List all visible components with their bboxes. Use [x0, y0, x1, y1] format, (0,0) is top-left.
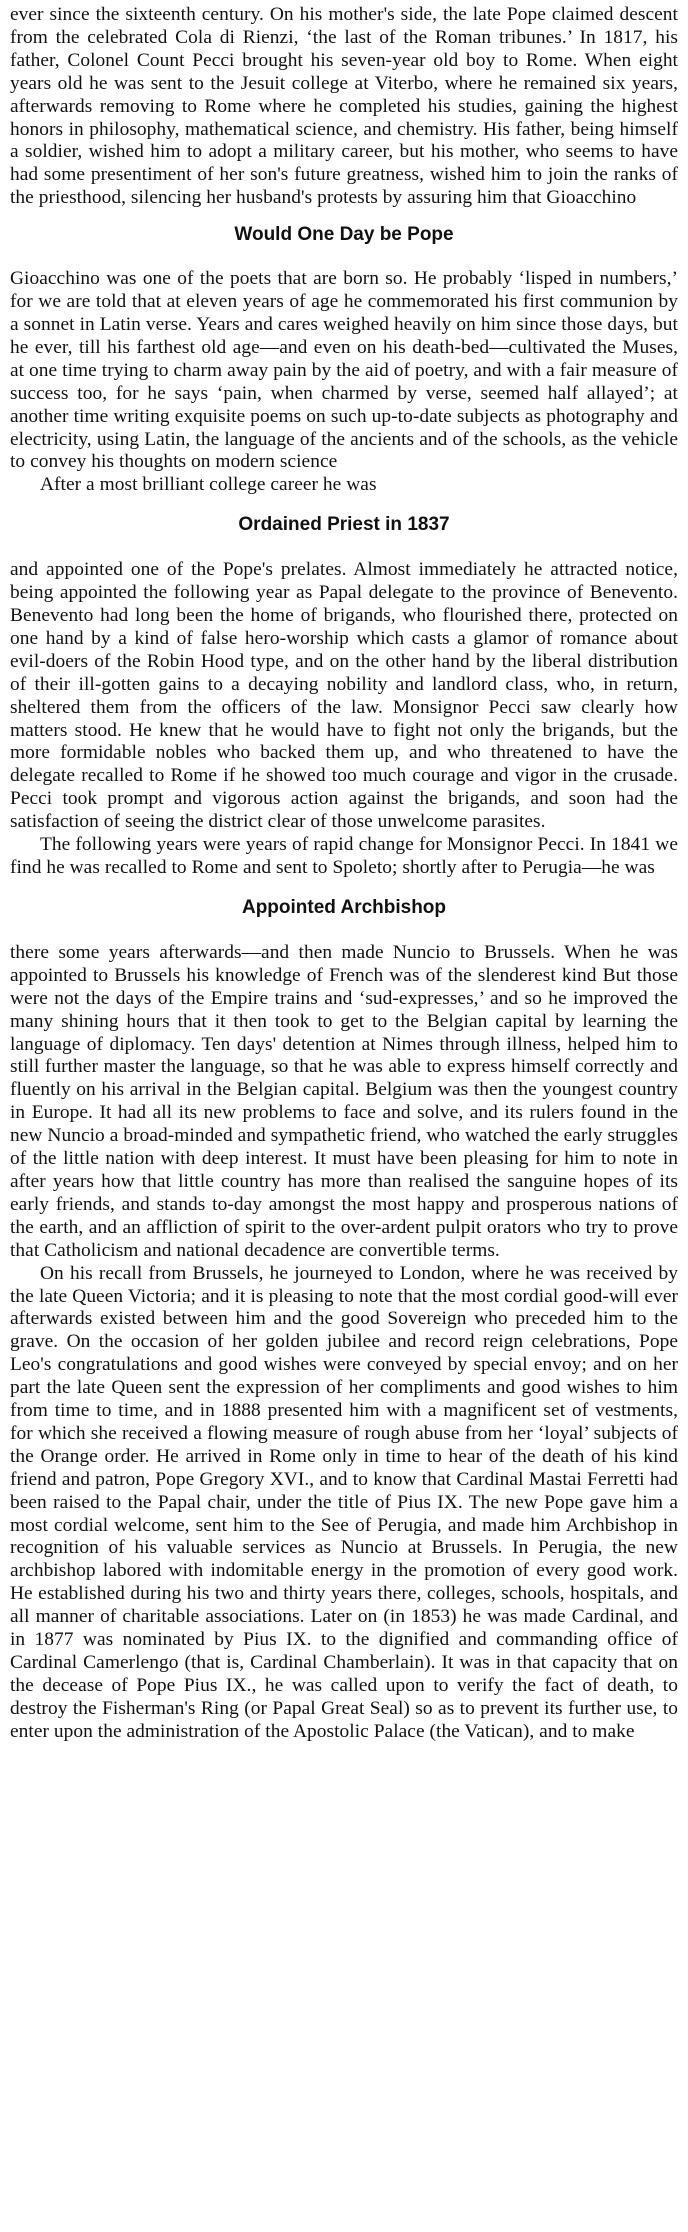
- paragraph-recall-and-cardinalate: On his recall from Brussels, he journeyed to London, where he was received by the late Queen Victoria; and it is pleasing to note that the most cordial good-will ever afterwards existed between him and the good Sovereign who preceded him to the grave. On the occasion of her golden jubilee and record reign celebrations, Pope Leo's congratulations and good wishes were conveyed by special envoy; and on her part the late Queen sent the expression of her compliments and good wishes to him from time to time, and in 1888 presented him with a magnificent set of vestments, for which she received a flowing measure of rough abuse from her ‘loyal’ subjects of the Orange order. He arrived in Rome only in time to hear of the death of his kind friend and patron, Pope Gregory XVI., and to know that Cardinal Mastai Ferretti had been raised to the Papal chair, under the title of Pius IX. The new Pope gave him a most cordial welcome, sent him to the See of Perugia, and made him Archbishop in recognition of his valuable services as Nuncio at Brussels. In Perugia, the new archbishop labored with indomitable energy in the promotion of every good work. He established during his two and thirty years there, colleges, schools, hospitals, and all manner of charitable associations. Later on (in 1853) he was made Cardinal, and in 1877 was nominated by Pius IX. to the dignified and commanding office of Cardinal Camerlengo (that is, Cardinal Chamberlain). It was in that capacity that on the decease of Pope Pius IX., he was called upon to verify the fact of death, to destroy the Fisherman's Ring (or Papal Great Seal) so as to prevent its further use, to enter upon the administration of the Apostolic Palace (the Vatican), and to make: [10, 1262, 678, 1742]
- paragraph-poet-gioacchino: Gioacchino was one of the poets that are born so. He probably ‘lisped in numbers,’ for we are told that at eleven years of age he commemorated his first communion by a sonnet in Latin verse. Years and cares weighed heavily on him since those days, but he ever, till his farthest old age—and even on his death-bed—cultivated the Muses, at one time trying to charm away pain by the aid of poetry, and with a fair measure of success too, for he says ‘pain, when charmed by verse, seemed half allayed’; at another time writing exquisite poems on such up-to-date subjects as photography and electricity, using Latin, the language of the ancients and of the schools, as the vehicle to convey his thoughts on modern science: [10, 268, 678, 473]
- paragraph-benevento-brigands: and appointed one of the Pope's prelates. Almost immediately he attracted notice, being appointed the following year as Papal delegate to the province of Benevento. Benevento had long been the home of brigands, who flourished there, protected on one hand by a kind of false hero-worship which casts a glamor of romance about evil-doers of the Robin Hood type, and on the other hand by the liberal distribution of their ill-gotten gains to a decaying nobility and landlord class, who, in return, sheltered them from the officers of the law. Monsignor Pecci saw clearly how matters stood. He knew that he would have to fight not only the brigands, but the more formidable nobles who backed them up, and who threatened to have the delegate recalled to Rome if he showed too much courage and vigor in the crusade. Pecci took prompt and vigorous action against the brigands, and soon had the satisfaction of seeing the district clear of those unwelcome parasites.: [10, 559, 678, 833]
- heading-would-one-day-be-pope: Would One Day be Pope: [234, 224, 454, 246]
- paragraph-college-career: After a most brilliant college career he was: [40, 474, 377, 496]
- paragraph-rapid-change: The following years were years of rapid change for Monsignor Pecci. In 1841 we find he was recalled to Rome and sent to Spoleto; shortly after to Perugia—he was: [10, 834, 678, 878]
- heading-ordained-priest: Ordained Priest in 1837: [238, 514, 450, 536]
- heading-appointed-archbishop: Appointed Archbishop: [241, 896, 447, 918]
- paragraph-descent-and-education: ever since the sixteenth century. On his mother's side, the late Pope claimed descent from the celebrated Cola di Rienzi, ‘the last of the Roman tribunes.’ In 1817, his father, Colonel Count Pecci brought his seven-year old boy to Rome. When eight years old he was sent to the Jesuit college at Viterbo, where he remained six years, afterwards removing to Rome where he completed his studies, gaining the highest honors in philosophy, mathematical science, and chemistry. His father, being himself a soldier, wished him to adopt a military career, but his mother, who seems to have had some presentiment of her son's future greatness, wished him to join the ranks of the priesthood, silencing her husband's protests by assuring him that Gioacchino: [10, 4, 678, 209]
- paragraph-nuncio-brussels: there some years afterwards—and then made Nuncio to Brussels. When he was appointed to Brussels his knowledge of French was of the slenderest kind But those were not the days of the Empire trains and ‘sud-expresses,’ and so he improved the many shining hours that it then took to get to the Belgian capital by learning the language of diplomacy. Ten days' detention at Nimes through illness, helped him to still further master the language, so that he was able to express himself correctly and fluently on his arrival in the Belgian capital. Belgium was then the youngest country in Europe. It had all its new problems to face and solve, and its rulers found in the new Nuncio a broad-minded and sympathetic friend, who watched the early struggles of the little nation with deep interest. It must have been pleasing for him to note in after years how that little country has more than realised the sanguine hopes of its early friends, and stands to-day amongst the most happy and prosperous nations of the earth, and an affliction of spirit to the over-ardent pulpit orators who try to prove that Catholicism and national decadence are convertible terms.: [10, 941, 678, 1261]
